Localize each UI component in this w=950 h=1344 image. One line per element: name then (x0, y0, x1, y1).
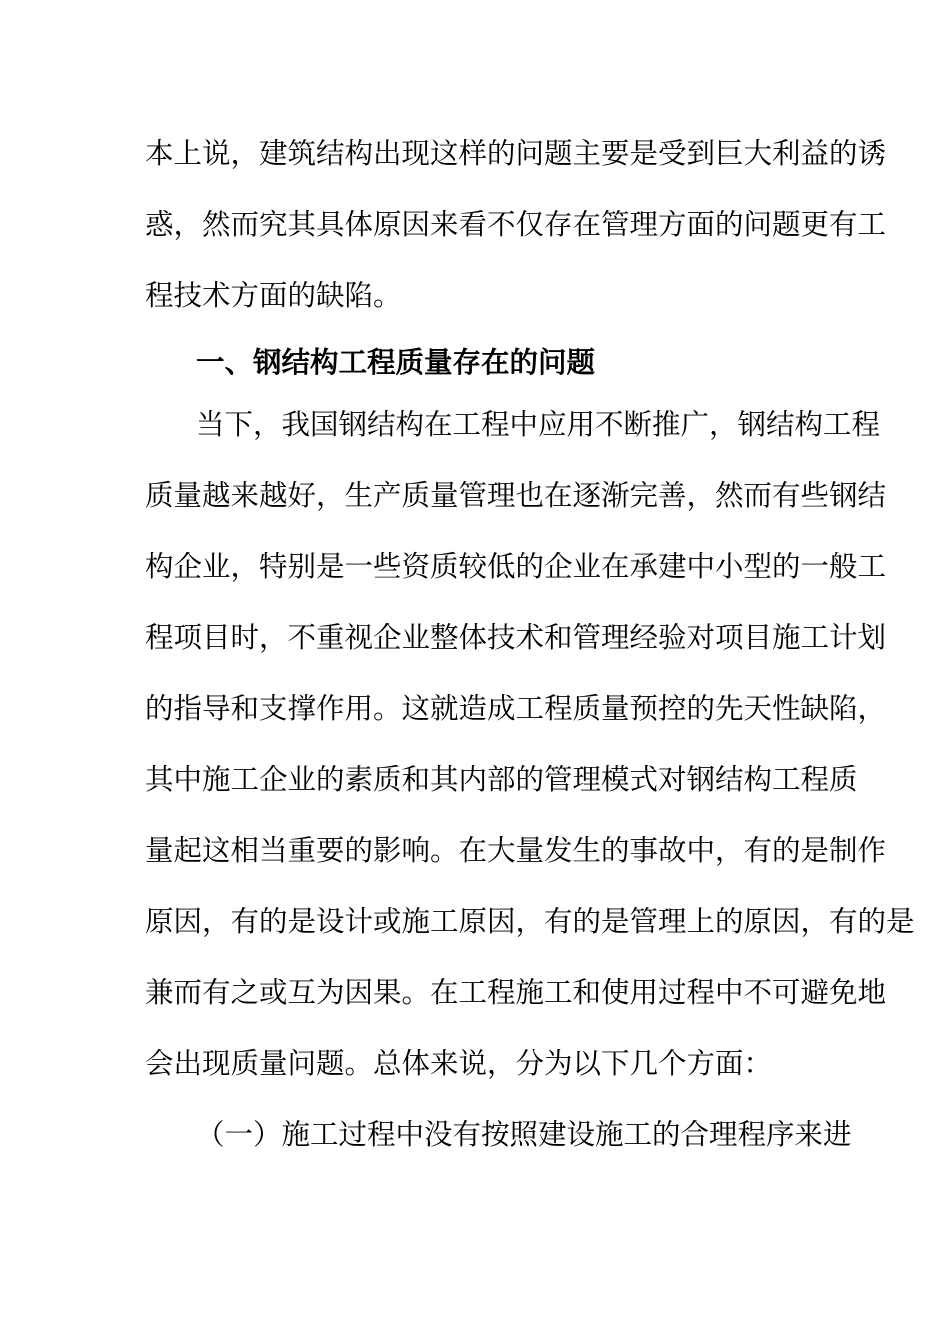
paragraph-line: 的指导和支撑作用。这就造成工程质量预控的先天性缺陷， (145, 692, 887, 725)
paragraph-line: 构企业，特别是一些资质较低的企业在承建中小型的一般工 (145, 550, 887, 583)
paragraph-line: 程技术方面的缺陷。 (145, 279, 402, 312)
paragraph-line: 量起这相当重要的影响。在大量发生的事故中，有的是制作 (145, 834, 887, 867)
paragraph-line: 本上说，建筑结构出现这样的问题主要是受到巨大利益的诱 (145, 137, 887, 170)
subsection-heading-line: （一）施工过程中没有按照建设施工的合理程序来进 (196, 1118, 852, 1151)
paragraph-line: 惑，然而究其具体原因来看不仅存在管理方面的问题更有工 (145, 208, 887, 241)
paragraph-line: 当下，我国钢结构在工程中应用不断推广，钢结构工程 (196, 408, 881, 441)
paragraph-line: 兼而有之或互为因果。在工程施工和使用过程中不可避免地 (145, 976, 887, 1009)
paragraph-line: 质量越来越好，生产质量管理也在逐渐完善，然而有些钢结 (145, 479, 887, 512)
paragraph-line: 程项目时，不重视企业整体技术和管理经验对项目施工计划 (145, 621, 887, 654)
paragraph-line: 会出现质量问题。总体来说，分为以下几个方面： (145, 1047, 773, 1080)
paragraph-line: 原因，有的是设计或施工原因，有的是管理上的原因，有的是 (145, 905, 915, 938)
paragraph-line: 其中施工企业的素质和其内部的管理模式对钢结构工程质 (145, 763, 858, 796)
section-heading: 一、钢结构工程质量存在的问题 (196, 345, 596, 379)
